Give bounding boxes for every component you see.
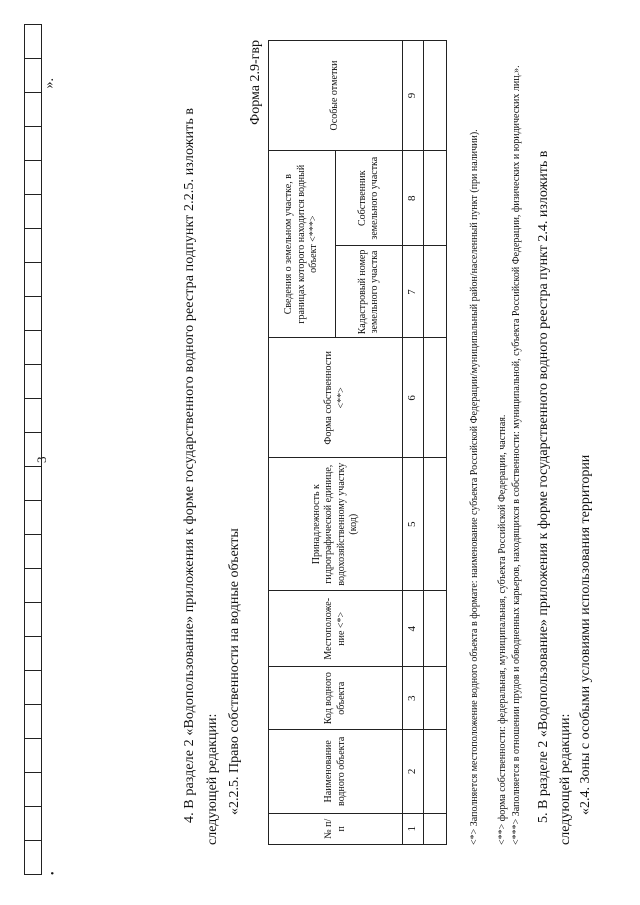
grid-cell xyxy=(25,535,42,569)
col-number: 6 xyxy=(403,338,424,458)
grid-cell xyxy=(25,739,42,773)
header-name: Наименование водного объекта xyxy=(269,730,403,814)
col-number: 4 xyxy=(403,591,424,667)
item4-line2: следующей редакции: xyxy=(205,713,220,845)
table-cell xyxy=(424,246,447,338)
table-header-row xyxy=(269,41,336,845)
grid-cell xyxy=(25,637,42,671)
header-land-info: Сведения о земельном участке, в границах которого находится водный объект <***> xyxy=(269,150,336,338)
header-num: № п/п xyxy=(269,813,403,844)
grid-cell xyxy=(25,569,42,603)
grid-cell xyxy=(25,331,42,365)
grid-cell xyxy=(25,807,42,841)
form-label: Форма 2.9-гвр xyxy=(248,40,263,125)
quote-end: ». xyxy=(42,78,57,89)
grid-cell xyxy=(25,59,42,93)
grid-cell xyxy=(25,501,42,535)
table-cell xyxy=(424,730,447,814)
col-number: 3 xyxy=(403,667,424,730)
ownership-table xyxy=(268,40,447,845)
page-mark: • xyxy=(48,871,59,875)
grid-cell xyxy=(25,841,42,875)
grid-cell xyxy=(25,297,42,331)
grid-cell xyxy=(25,161,42,195)
header-owner: Собственник земельного участка xyxy=(336,150,403,246)
grid-cell xyxy=(25,399,42,433)
grid-cell xyxy=(25,603,42,637)
table-cell xyxy=(424,813,447,844)
item5-subtitle: «2.4. Зоны с особыми условиями использования территории xyxy=(578,454,593,815)
footnote-3: <***> Заполняется в отношении прудов и обводненных карьеров, находящихся в собственности: муниципальной, субъекта Российской Федерации, физических и юридических лиц.». xyxy=(511,65,522,845)
header-belonging: Принадлежность к гидрографической единице, водохозяйственному участку (код) xyxy=(269,458,403,591)
table-cell xyxy=(424,667,447,730)
grid-cell xyxy=(25,773,42,807)
grid-cell xyxy=(25,229,42,263)
header-location: Местоположе-ние <*> xyxy=(269,591,403,667)
grid-cell xyxy=(25,433,42,467)
col-number: 1 xyxy=(403,813,424,844)
grid-cell xyxy=(25,93,42,127)
item5-line1: 5. В разделе 2 «Водопользование» приложения к форме государственного водного реестра пункт 2.4. изложить в xyxy=(536,150,551,823)
header-grid-row xyxy=(24,24,42,875)
col-number: 8 xyxy=(403,150,424,246)
header-code: Код водного объекта xyxy=(269,667,403,730)
page-number: 3 xyxy=(34,456,49,463)
table-number-row xyxy=(403,41,424,845)
footnote-1: <*> Заполняется местоположение водного объекта в формате: наименование субъекта Российской Федерации/муниципальный район/населенный пункт (при наличии). xyxy=(469,129,480,845)
col-number: 2 xyxy=(403,730,424,814)
header-ownership-form: Форма собственности <**> xyxy=(269,338,403,458)
col-number: 5 xyxy=(403,458,424,591)
table-cell xyxy=(424,150,447,246)
col-number: 7 xyxy=(403,246,424,338)
grid-cell xyxy=(25,195,42,229)
table-cell xyxy=(424,41,447,151)
grid-cell xyxy=(25,671,42,705)
header-notes: Особые отметки xyxy=(269,41,403,151)
table-row xyxy=(424,41,447,845)
table-cell xyxy=(424,591,447,667)
grid-cell xyxy=(25,705,42,739)
col-number: 9 xyxy=(403,41,424,151)
table-cell xyxy=(424,338,447,458)
grid-cell xyxy=(25,365,42,399)
grid-cell xyxy=(25,263,42,297)
footnote-2: <**> форма собственности: федеральная, муниципальная, субъекта Российской Федерации, частная. xyxy=(497,414,508,845)
header-cadastral: Кадастровый номер земельного участка xyxy=(336,246,403,338)
item4-line1: 4. В разделе 2 «Водопользование» приложения к форме государственного водного реестра подпункт 2.2.5. изложить в xyxy=(182,107,197,823)
item5-line2: следующей редакции: xyxy=(558,713,573,845)
grid-cell xyxy=(25,467,42,501)
item4-subtitle: «2.2.5. Право собственности на водные объекты xyxy=(227,528,242,815)
grid-cell xyxy=(25,127,42,161)
grid-cell xyxy=(25,25,42,59)
table-cell xyxy=(424,458,447,591)
